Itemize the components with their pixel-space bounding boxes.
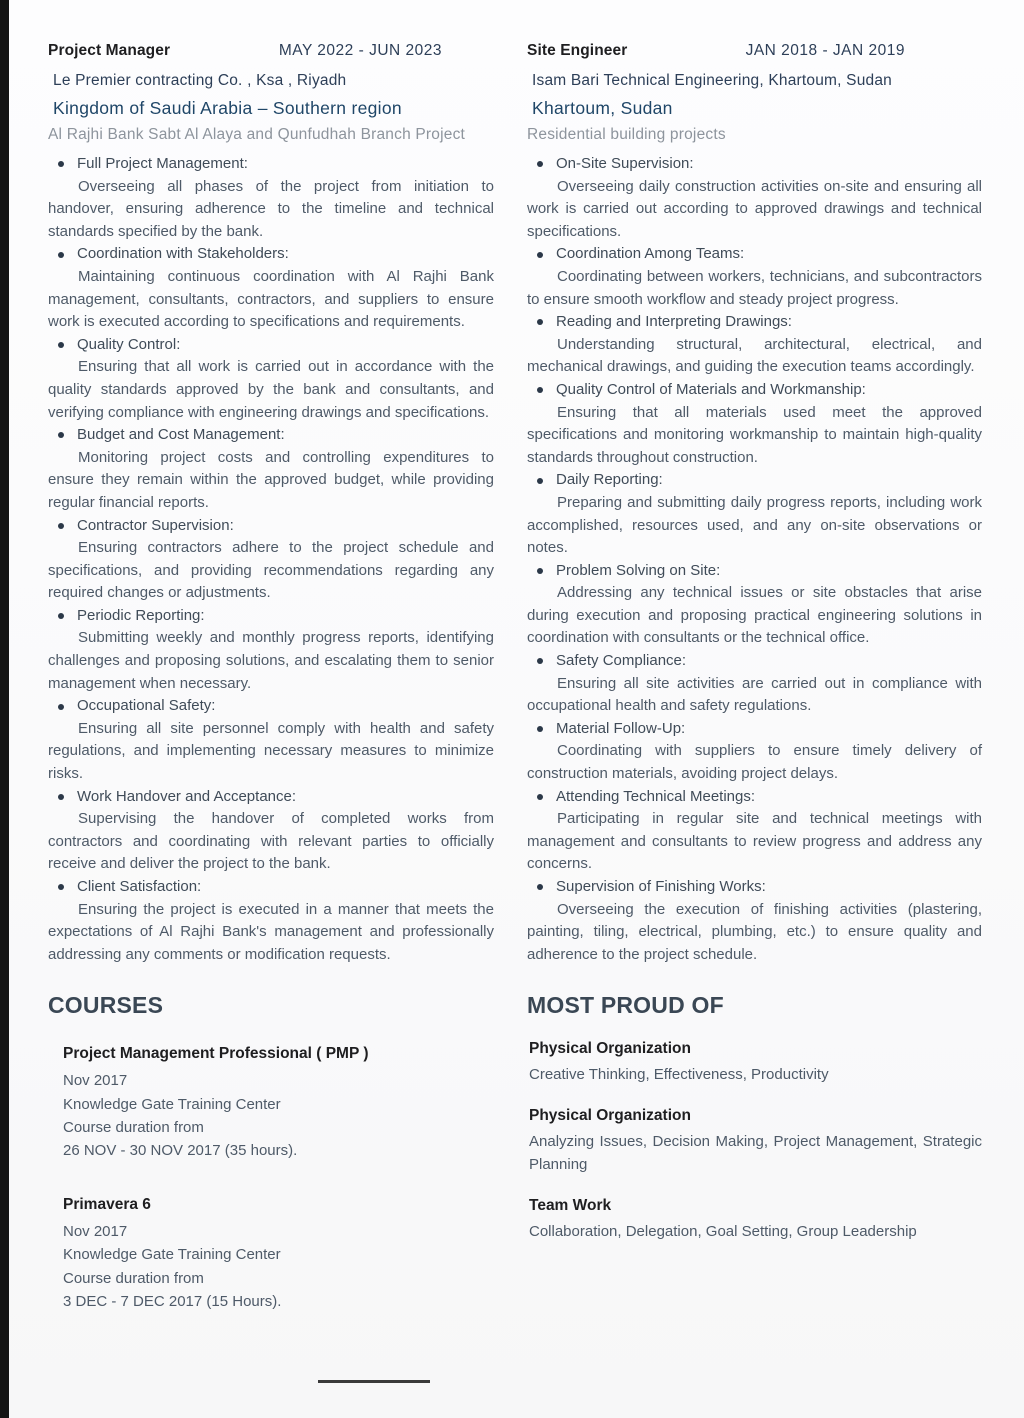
course-item [48,1196,494,1313]
courses-section [48,992,494,1313]
bullet-icon [537,658,543,664]
duty-heading: Occupational Safety: [77,697,216,715]
proud-description: Analyzing Issues, Decision Making, Project Management, Strategic Planning [529,1133,982,1174]
bullet-icon [537,478,543,484]
bullet-icon [58,161,64,167]
duty-item [48,876,494,966]
course-duration-value: 26 NOV - 30 NOV 2017 (35 hours). [63,1141,298,1159]
duty-heading: On-Site Supervision: [556,155,694,172]
bullet-icon [537,726,543,732]
duty-description: Monitoring project costs and controlling expenditures to ensure they remain within the approved budget, while providing regular financial reports. [48,448,494,511]
bullet-icon [58,794,64,800]
duty-heading: Work Handover and Acceptance: [77,787,297,805]
duty-heading: Coordination with Stakeholders: [77,245,289,263]
entry-header [527,42,982,60]
duty-item [48,153,494,243]
company-name: Isam Bari Technical Engineering, Khartoum, Sudan [532,72,892,89]
duty-heading: Periodic Reporting: [77,606,205,624]
duty-description: Coordinating with suppliers to ensure timely delivery of construction materials, avoiding project delays. [527,742,982,783]
duty-heading: Daily Reporting: [556,471,663,489]
duty-heading: Attending Technical Meetings: [556,787,756,805]
duty-item [48,605,494,695]
duty-heading: Quality Control: [77,335,181,353]
duty-heading: Client Satisfaction: [77,878,202,895]
company-name: Le Premier contracting Co. , Ksa , Riyadh [53,72,347,89]
duty-item [527,650,982,718]
bullet-icon [58,342,64,348]
duty-item [527,311,982,379]
duty-item [527,786,982,876]
course-item [48,1045,494,1162]
duty-description: Overseeing the execution of finishing activities (plastering, painting, tiling, electrical, plumbing, etc.) to ensure quality and adherence to the project schedule. [527,900,982,963]
course-provider: Knowledge Gate Training Center [63,1246,281,1264]
duty-description: Ensuring that all work is carried out in accordance with the quality standards approved by the bank and consultants, and verifying compliance with engineering drawings and specifications. [48,358,494,421]
job-dates: MAY 2022 - JUN 2023 [278,42,442,59]
job-title: Project Manager [48,42,171,59]
bullet-icon [537,568,543,574]
duty-item [527,153,982,243]
proud-description: Creative Thinking, Effectiveness, Productivity [529,1066,829,1084]
duty-heading: Budget and Cost Management: [77,426,285,444]
bullet-icon [537,387,543,393]
course-date: Nov 2017 [63,1072,128,1090]
job-location: Khartoum, Sudan [532,98,673,118]
duty-description: Supervising the handover of completed works from contractors and coordinating with relevant parties to officially receive and deliver the project to the bank. [48,810,494,873]
bullet-icon [537,319,543,325]
duty-heading: Safety Compliance: [556,652,687,670]
most-proud-of-section [527,992,982,1313]
duty-description: Overseeing daily construction activities on-site and ensuring all work is carried out according to approved drawings and technical specifications. [527,177,982,240]
duty-item [527,718,982,786]
duty-description: Ensuring that all materials used meet the approved specifications and monitoring workmanship to maintain high-quality standards throughout construction. [527,403,982,466]
duty-heading: Contractor Supervision: [77,516,234,534]
course-date: Nov 2017 [63,1223,128,1241]
project-name: Al Rajhi Bank Sabt Al Alaya and Qunfudhah Branch Project [48,126,466,143]
bullet-icon [537,161,543,167]
experience-entry-project-manager [48,42,494,966]
duty-item [48,243,494,333]
duty-item [527,243,982,311]
duty-description: Ensuring contractors adhere to the project schedule and specifications, and providing recommendations regarding any required changes or adjustments. [48,539,494,602]
duty-description: Preparing and submitting daily progress reports, including work accomplished, resources used, and any on-site observations or notes. [527,493,982,557]
course-title: Project Management Professional ( PMP ) [63,1045,369,1063]
courses-heading: COURSES [48,992,164,1019]
duty-heading: Reading and Interpreting Drawings: [556,313,792,331]
scan-edge-artifact [0,0,9,1418]
course-duration-value: 3 DEC - 7 DEC 2017 (15 Hours). [63,1292,282,1310]
proud-title: Team Work [529,1197,612,1215]
job-location: Kingdom of Saudi Arabia – Southern region [53,98,402,118]
duty-heading: Full Project Management: [77,155,248,172]
project-name: Residential building projects [527,126,726,143]
duty-item [527,469,982,559]
job-dates: JAN 2018 - JAN 2019 [745,42,905,59]
proud-item [527,1107,982,1176]
duty-item [527,560,982,650]
bullet-icon [537,252,543,258]
duty-description: Addressing any technical issues or site obstacles that arise during execution and proposing practical engineering solutions in coordination with consultants or the technical office. [527,584,982,647]
duty-description: Coordinating between workers, technicians, and subcontractors to ensure smooth workflow and steady project progress. [527,267,982,308]
bullet-icon [58,884,64,890]
duty-list [527,153,982,966]
bullet-icon [537,794,543,800]
duty-description: Participating in regular site and technical meetings with management and consultants to review progress and address any concerns. [527,810,982,873]
duty-heading: Coordination Among Teams: [556,245,745,263]
duty-item [527,379,982,469]
duty-heading: Problem Solving on Site: [556,561,721,579]
duty-item [527,876,982,966]
bullet-icon [58,704,64,710]
duty-heading: Material Follow-Up: [556,719,686,737]
duty-item [48,786,494,876]
job-title: Site Engineer [527,42,628,59]
resume-page [48,42,982,1313]
proud-title: Physical Organization [529,1040,691,1058]
scan-line-artifact [318,1380,430,1383]
duty-description: Understanding structural, architectural, electrical, and mechanical drawings, and guiding the execution teams accordingly. [527,335,982,376]
proud-item [527,1040,982,1086]
course-duration-label: Course duration from [63,1118,204,1136]
course-duration-label: Course duration from [63,1269,204,1287]
duty-list [48,153,494,966]
bullet-icon [58,523,64,529]
duty-description: Maintaining continuous coordination with Al Rajhi Bank management, consultants, contractors, and suppliers to ensure work is executed according to specifications and requirements. [48,267,494,331]
bullet-icon [58,613,64,619]
proud-title: Physical Organization [529,1107,691,1125]
bullet-icon [58,432,64,438]
entry-header [48,42,494,60]
course-title: Primavera 6 [63,1196,151,1214]
bullet-icon [58,252,64,258]
proud-description: Collaboration, Delegation, Goal Setting, Group Leadership [529,1223,917,1241]
most-proud-of-heading: MOST PROUD OF [527,992,724,1019]
course-provider: Knowledge Gate Training Center [63,1095,281,1113]
duty-item [48,695,494,785]
experience-entry-site-engineer [527,42,982,966]
duty-description: Overseeing all phases of the project from initiation to handover, ensuring adherence to the timeline and technical standards specified by the bank. [48,177,494,240]
bullet-icon [537,884,543,890]
duty-item [48,334,494,424]
duty-item [48,515,494,605]
duty-heading: Quality Control of Materials and Workmanship: [556,380,866,398]
proud-item [527,1197,982,1243]
duty-description: Ensuring all site personnel comply with health and safety regulations, and implementing necessary measures to minimize risks. [48,719,494,783]
duty-description: Submitting weekly and monthly progress reports, identifying challenges and proposing solutions, and escalating them to senior management when necessary. [48,629,494,692]
duty-item [48,424,494,514]
duty-description: Ensuring the project is executed in a manner that meets the expectations of Al Rajhi Bank's management and professionally addressing any comments or modification requests. [48,900,494,963]
duty-heading: Supervision of Finishing Works: [556,878,766,895]
duty-description: Ensuring all site activities are carried out in compliance with occupational health and safety regulations. [527,674,982,715]
